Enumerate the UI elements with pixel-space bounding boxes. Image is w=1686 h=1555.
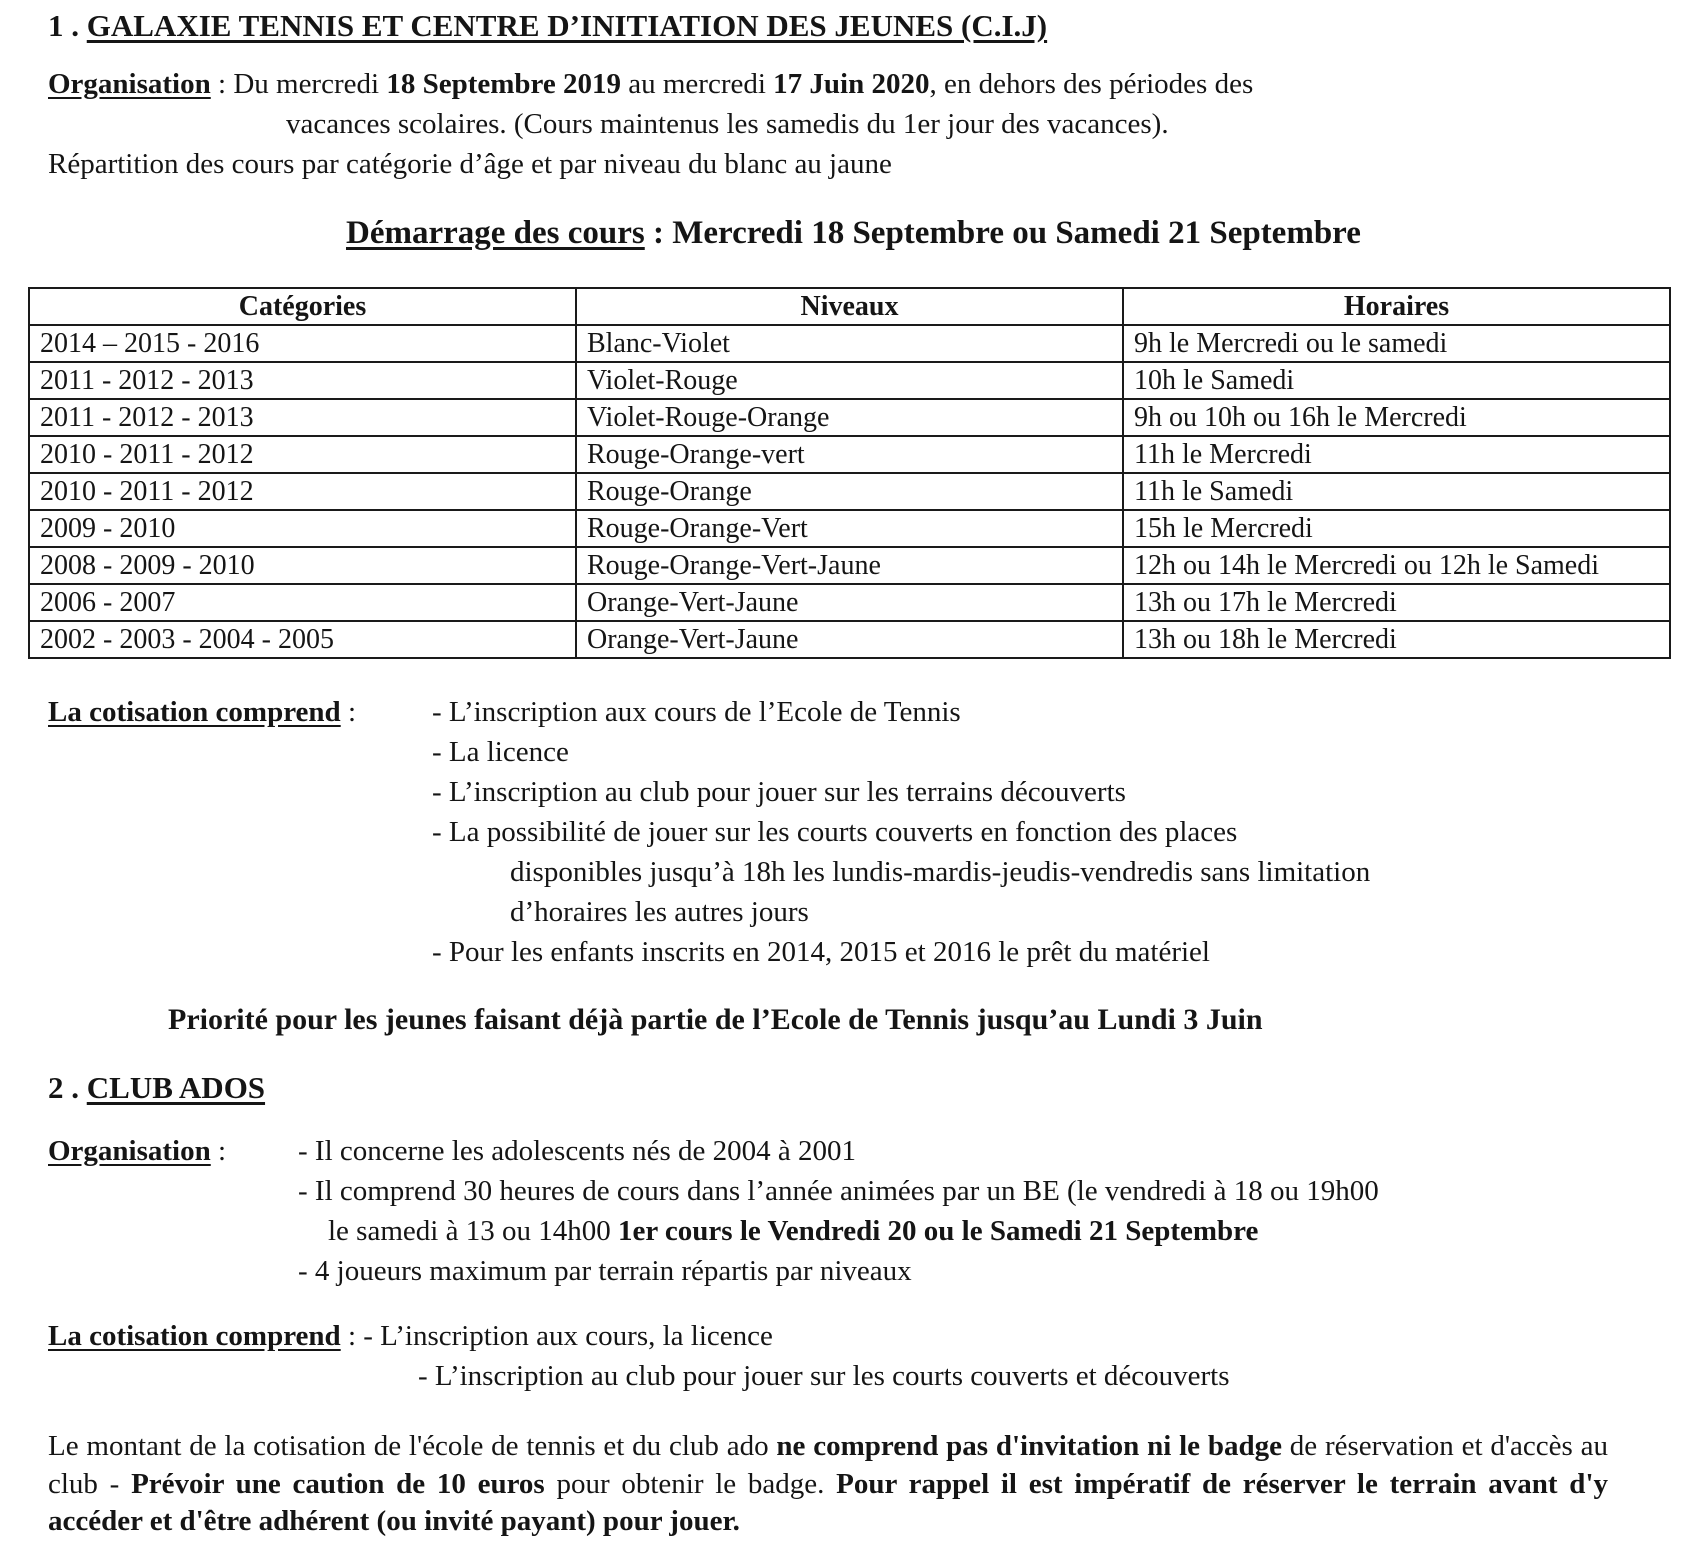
list-item: - La licence [432, 736, 569, 768]
cell-categorie: 2014 – 2015 - 2016 [29, 325, 576, 362]
cell-categorie: 2002 - 2003 - 2004 - 2005 [29, 621, 576, 658]
cell-niveau: Rouge-Orange [576, 473, 1123, 510]
cell-horaire: 9h le Mercredi ou le samedi [1123, 325, 1670, 362]
cell-categorie: 2010 - 2011 - 2012 [29, 436, 576, 473]
section2-organisation-label: Organisation : [48, 1135, 227, 1167]
section2-org-item: - 4 joueurs maximum par terrain répartis par niveaux [298, 1255, 912, 1287]
schedule-table [28, 287, 1671, 659]
section2-org-item: - Il comprend 30 heures de cours dans l’année animées par un BE (le vendredi à 18 ou 19h00 [298, 1175, 1379, 1207]
list-item: - La possibilité de jouer sur les courts couverts en fonction des places [432, 816, 1238, 848]
section1-cotisation-list [432, 694, 1370, 974]
section1-heading: 1 . GALAXIE TENNIS ET CENTRE D’INITIATION DES JEUNES (C.I.J) [48, 8, 1048, 43]
demarrage-line: Démarrage des cours : Mercredi 18 Septembre ou Samedi 21 Septembre [346, 215, 1361, 251]
final-note: Le montant de la cotisation de l'école de tennis et du club ado ne comprend pas d'invitation ni le badge de réservation et d'accès au club - Prévoir une caution de 10 euros pour obtenir le badge. Pour rappel il est impératif de réserver le terrain avant d'y accéder et d'être adhérent (ou invité payant) pour jouer. [48, 1430, 1609, 1538]
list-item-continuation: disponibles jusqu’à 18h les lundis-mardis-jeudis-vendredis sans limitation [510, 856, 1371, 888]
cell-niveau: Blanc-Violet [576, 325, 1123, 362]
cell-horaire: 11h le Mercredi [1123, 436, 1670, 473]
table-row [29, 362, 1670, 399]
priority-note: Priorité pour les jeunes faisant déjà partie de l’Ecole de Tennis jusqu’au Lundi 3 Juin [168, 1003, 1263, 1036]
cell-horaire: 9h ou 10h ou 16h le Mercredi [1123, 399, 1670, 436]
cell-horaire: 11h le Samedi [1123, 473, 1670, 510]
cell-categorie: 2008 - 2009 - 2010 [29, 547, 576, 584]
header-niveaux: Niveaux [576, 288, 1123, 325]
table-row [29, 436, 1670, 473]
table-row [29, 547, 1670, 584]
cell-categorie: 2010 - 2011 - 2012 [29, 473, 576, 510]
cell-categorie: 2011 - 2012 - 2013 [29, 362, 576, 399]
table-row [29, 325, 1670, 362]
table-body [29, 325, 1670, 658]
cell-niveau: Orange-Vert-Jaune [576, 584, 1123, 621]
cell-categorie: 2011 - 2012 - 2013 [29, 399, 576, 436]
cell-horaire: 13h ou 17h le Mercredi [1123, 584, 1670, 621]
section2-org-item: - Il concerne les adolescents nés de 2004 à 2001 [298, 1135, 857, 1167]
cell-categorie: 2006 - 2007 [29, 584, 576, 621]
cell-niveau: Violet-Rouge-Orange [576, 399, 1123, 436]
cell-niveau: Rouge-Orange-vert [576, 436, 1123, 473]
section2-heading: 2 . CLUB ADOS [48, 1070, 266, 1105]
list-item: - Pour les enfants inscrits en 2014, 2015 et 2016 le prêt du matériel [432, 936, 1210, 968]
section1-cotisation-label: La cotisation comprend : [48, 696, 357, 728]
cell-horaire: 12h ou 14h le Mercredi ou 12h le Samedi [1123, 547, 1670, 584]
list-item: - L’inscription aux cours de l’Ecole de Tennis [432, 696, 961, 728]
cell-horaire: 15h le Mercredi [1123, 510, 1670, 547]
section2-cotisation: La cotisation comprend : - L’inscription aux cours, la licence [48, 1320, 773, 1352]
section2-org-item: le samedi à 13 ou 14h00 1er cours le Vendredi 20 ou le Samedi 21 Septembre [328, 1215, 1259, 1247]
list-item: - L’inscription au club pour jouer sur les terrains découverts [432, 776, 1126, 808]
section1-organisation-line2: vacances scolaires. (Cours maintenus les samedis du 1er jour des vacances). [286, 108, 1169, 140]
section2-cotisation-item: - L’inscription au club pour jouer sur les courts couverts et découverts [418, 1360, 1230, 1392]
table-row [29, 510, 1670, 547]
cell-horaire: 13h ou 18h le Mercredi [1123, 621, 1670, 658]
table-row [29, 621, 1670, 658]
table-row [29, 473, 1670, 510]
section1-repartition: Répartition des cours par catégorie d’âge et par niveau du blanc au jaune [48, 148, 892, 180]
list-item-continuation: d’horaires les autres jours [510, 896, 809, 928]
header-horaires: Horaires [1123, 288, 1670, 325]
table-row [29, 584, 1670, 621]
table-row [29, 399, 1670, 436]
cell-categorie: 2009 - 2010 [29, 510, 576, 547]
cell-niveau: Orange-Vert-Jaune [576, 621, 1123, 658]
cell-niveau: Violet-Rouge [576, 362, 1123, 399]
section1-organisation-line1: Organisation : Du mercredi 18 Septembre 2019 au mercredi 17 Juin 2020, en dehors des périodes des [48, 68, 1254, 100]
cell-niveau: Rouge-Orange-Vert [576, 510, 1123, 547]
cell-niveau: Rouge-Orange-Vert-Jaune [576, 547, 1123, 584]
cell-horaire: 10h le Samedi [1123, 362, 1670, 399]
header-categories: Catégories [29, 288, 576, 325]
table-header-row [29, 288, 1670, 325]
